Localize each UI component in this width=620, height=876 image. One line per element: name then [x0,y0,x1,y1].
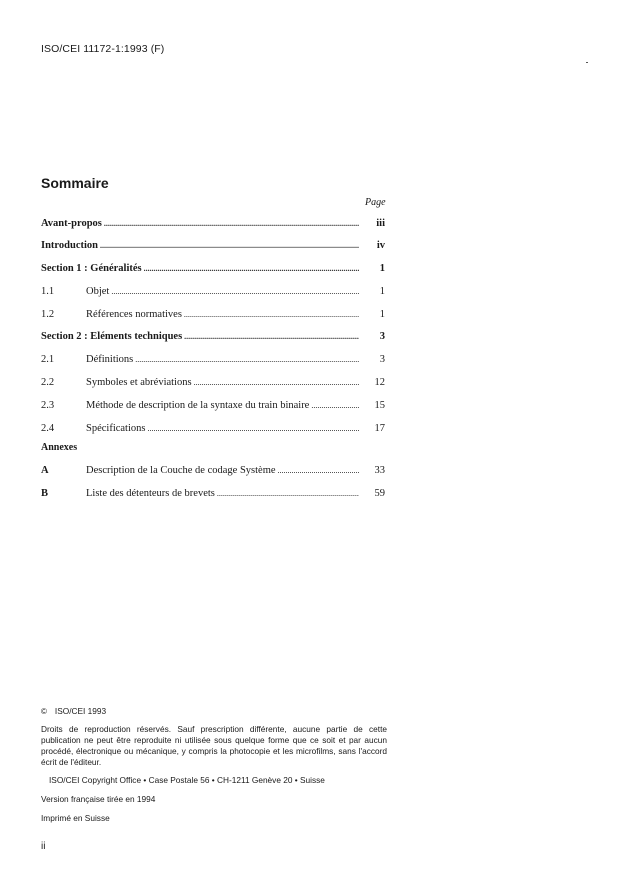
toc-entry-page: 12 [374,377,385,388]
toc-entry-label: Section 1 : Généralités [41,263,142,274]
toc-entry-2-1[interactable] [41,354,385,368]
dot-leader [217,488,359,499]
toc-entry-label: Introduction [41,240,98,251]
dot-leader [104,218,359,229]
dot-leader [184,309,359,320]
dot-leader [311,400,359,411]
copyright-holder: ISO/CEI 1993 [54,706,107,716]
document-header: ISO/CEI 11172-1:1993 (F) [41,43,165,55]
toc-entry-label: Spécifications [86,423,146,434]
toc-entry-label: Section 2 : Eléments techniques [41,331,183,342]
toc-entry-section-2[interactable] [41,331,385,345]
copyright-symbol: © [41,707,47,716]
toc-entry-number: 1.2 [41,309,55,320]
toc-entry-label: Références normatives [86,309,182,320]
toc-entry-label: Symboles et abréviations [86,377,192,388]
dot-leader [100,240,359,251]
dot-leader [184,331,359,342]
printed-in-note: Imprimé en Suisse [41,813,110,823]
toc-entry-label: Avant-propos [41,218,102,229]
toc-entry-introduction[interactable] [41,240,385,254]
toc-entry-page: 1 [379,286,385,297]
toc-entry-annex-b[interactable] [41,488,385,502]
toc-entry-page: 15 [374,400,385,411]
toc-entry-page: iii [376,218,385,229]
dot-leader [144,263,359,274]
toc-entry-number: 2.4 [41,423,55,434]
toc-entry-page: 1 [379,309,385,320]
toc-entry-2-2[interactable] [41,377,385,391]
toc-entry-label: Définitions [86,354,134,365]
toc-entry-label: Liste des détenteurs de brevets [86,488,215,499]
toc-entry-page: 3 [379,331,385,342]
page-title: Sommaire [41,175,109,191]
toc-entry-section-1[interactable] [41,263,385,277]
toc-entry-page: 1 [379,263,385,274]
toc-entry-label: Description de la Couche de codage Système [86,465,276,476]
toc-entry-label: Méthode de description de la syntaxe du train binaire [86,400,310,411]
dot-leader [194,377,359,388]
dot-leader [111,286,359,297]
toc-entry-1-1[interactable] [41,286,385,300]
toc-entry-number: 2.2 [41,377,55,388]
toc-entry-number: B [41,488,49,499]
toc-entry-2-4[interactable] [41,423,385,437]
copyright-office-address: ISO/CEI Copyright Office • Case Postale 56 • CH-1211 Genève 20 • Suisse [49,775,325,785]
dot-leader [135,354,359,365]
copyright-block [41,706,387,824]
scan-speck [586,62,588,63]
toc-entry-page: 3 [379,354,385,365]
toc-entry-page: 59 [374,488,385,499]
toc-entry-page: 33 [374,465,385,476]
toc-entry-number: 2.3 [41,400,55,411]
toc-entry-number: A [41,465,49,476]
toc-entry-avant-propos[interactable] [41,218,385,232]
version-note: Version française tirée en 1994 [41,794,156,804]
rights-notice: Droits de reproduction réservés. Sauf prescription différente, aucune partie de cette publication ne peut être reproduite ni utilisée sous quelque forme que ce soit et par aucun procédé, électronique ou mécanique, y compris la photocopie et les microfilms, sans l'accord écrit de l'éditeur. [41,724,387,767]
copyright-line [41,706,387,717]
toc-entry-number: 1.1 [41,286,55,297]
toc-entry-page: iv [376,240,385,251]
dot-leader [278,465,359,476]
page-number: ii [41,841,46,852]
toc-page-column-heading: Page [365,197,386,208]
toc-entry-label: Objet [86,286,110,297]
toc-entry-annex-a[interactable] [41,465,385,479]
toc-entry-number: 2.1 [41,354,55,365]
toc-entry-1-2[interactable] [41,309,385,323]
dot-leader [147,423,359,434]
toc-entry-2-3[interactable] [41,400,385,414]
toc-entry-page: 17 [374,423,385,434]
annexes-heading: Annexes [41,442,78,453]
